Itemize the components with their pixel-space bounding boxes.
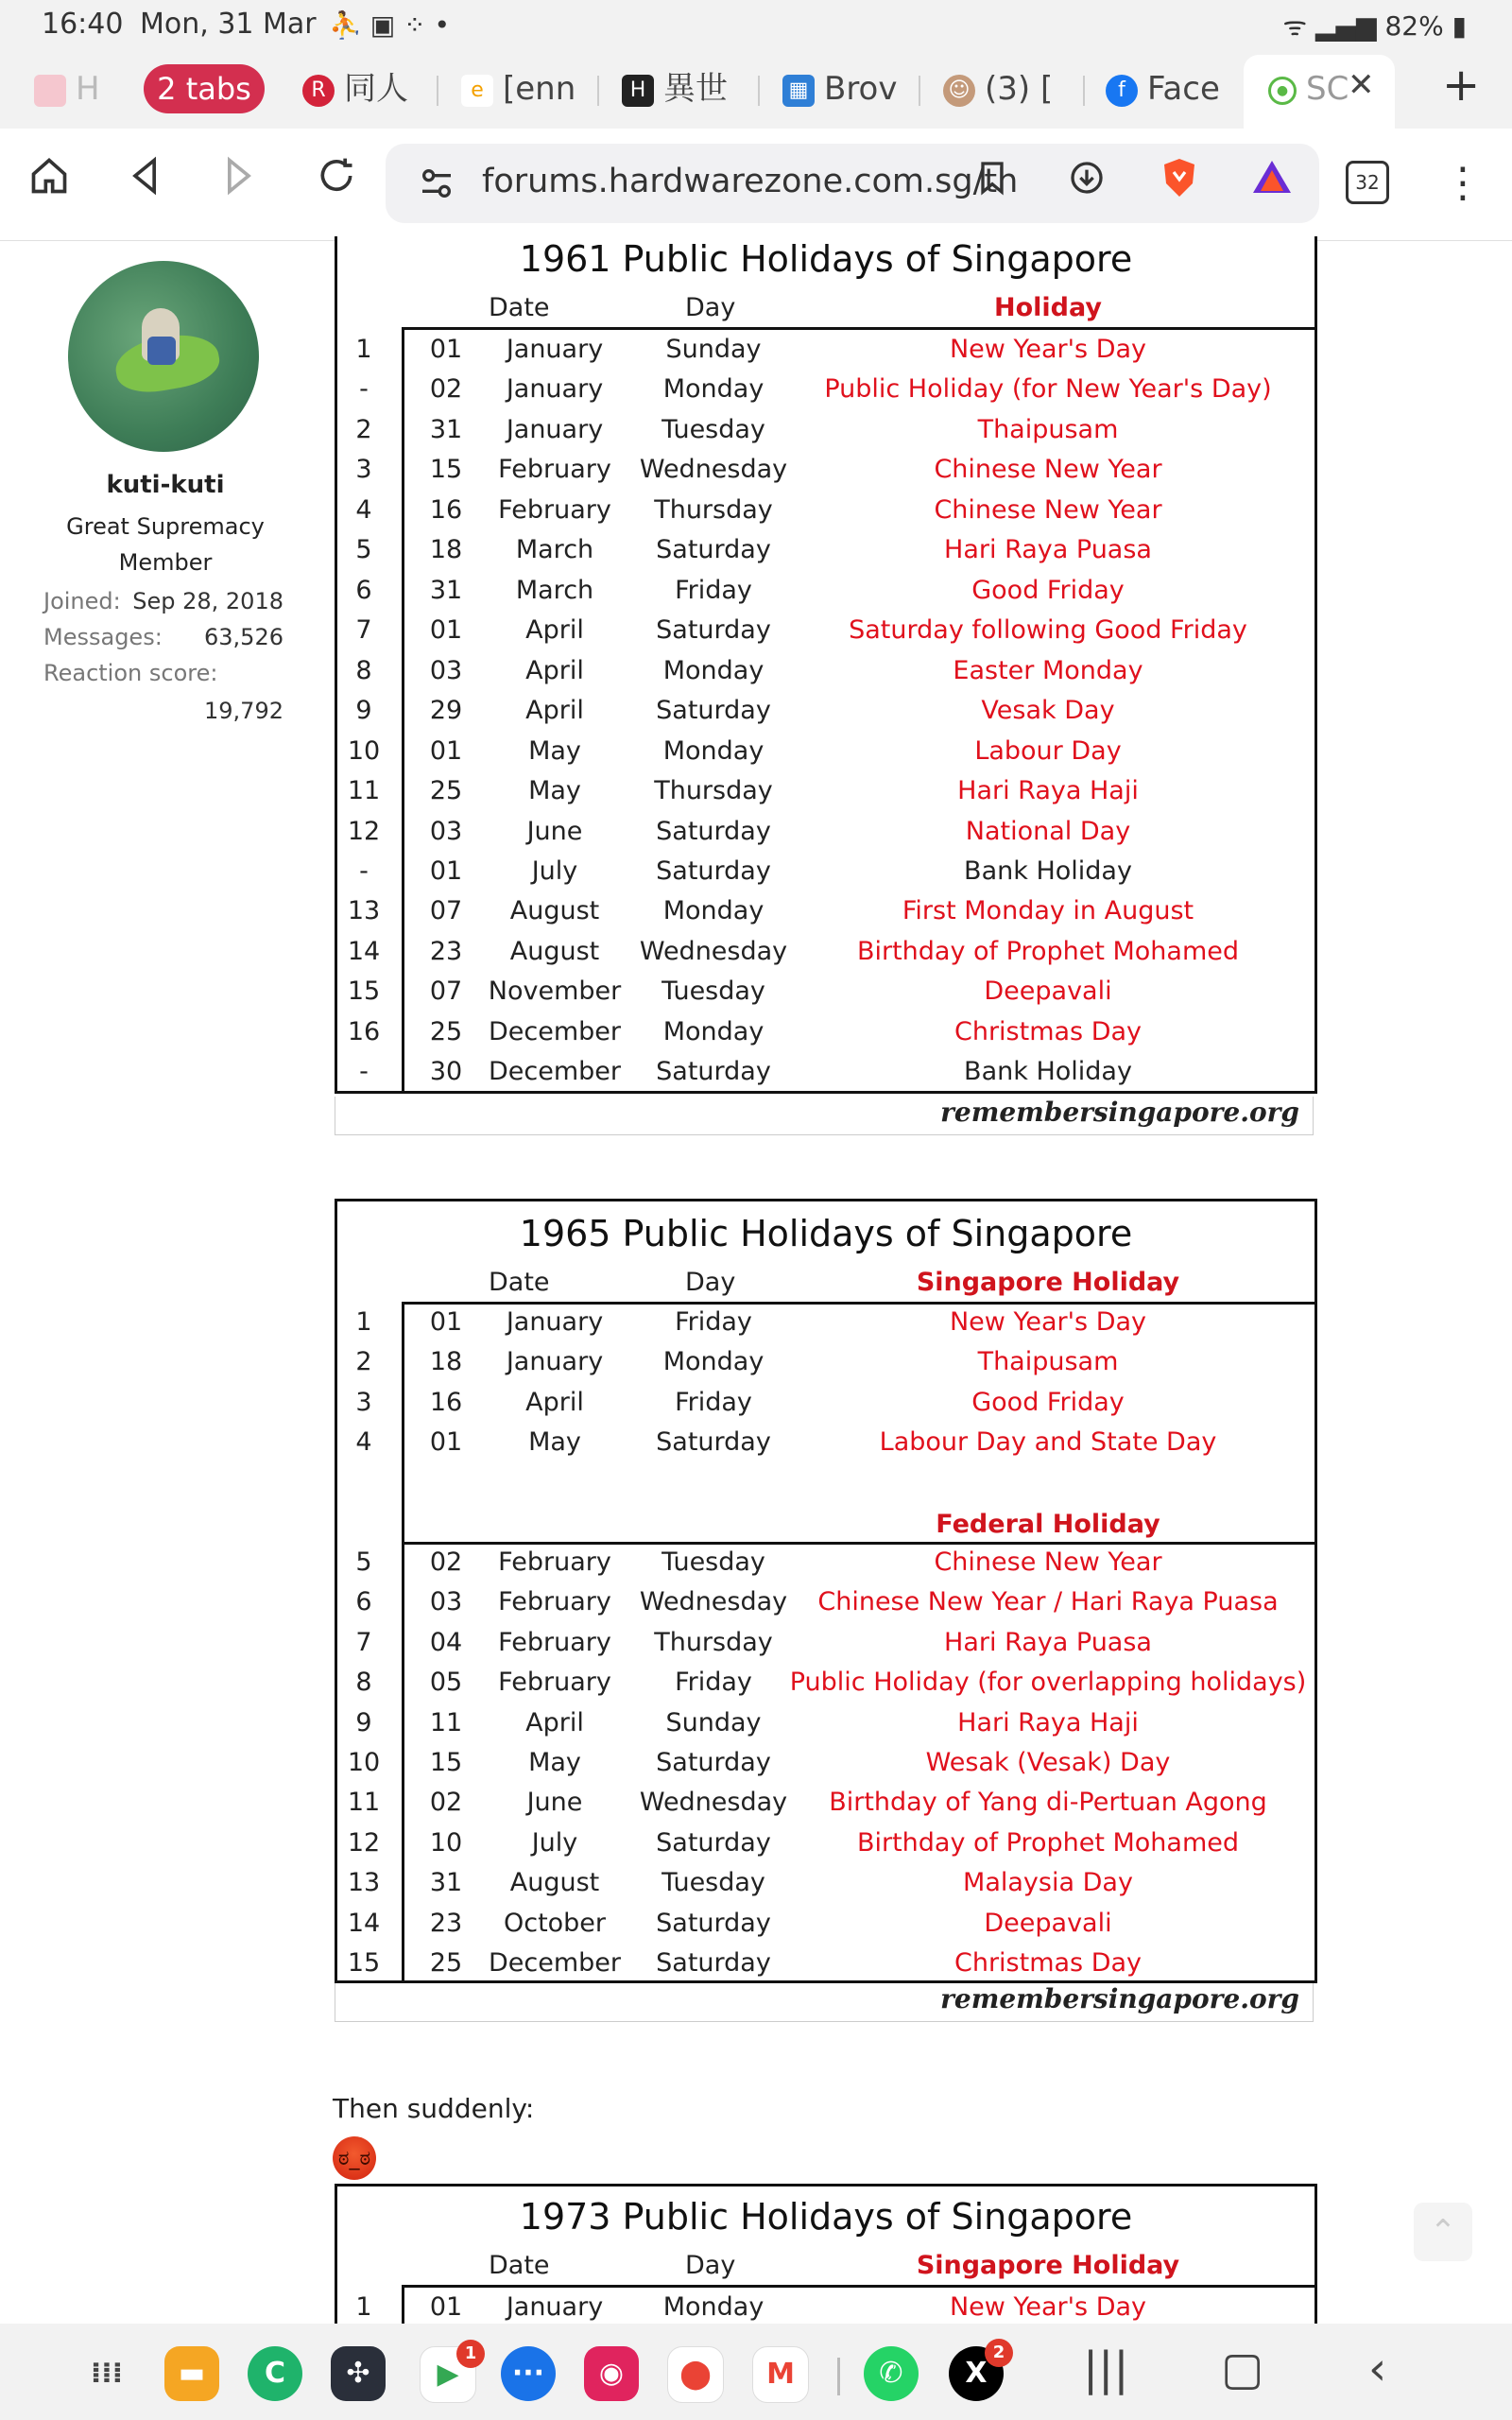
row-month: November	[488, 977, 622, 1007]
table-rule	[402, 327, 404, 1091]
site-settings-icon[interactable]	[418, 164, 455, 202]
tab-favicon-icon: ●	[1268, 77, 1297, 105]
row-date-day: 25	[429, 1016, 463, 1046]
row-month: February	[498, 494, 611, 525]
row-holiday: Chinese New Year	[934, 494, 1162, 525]
row-weekday: Tuesday	[662, 1868, 765, 1898]
whatsapp-icon[interactable]: ✆	[864, 2346, 919, 2401]
row-weekday: Saturday	[656, 816, 771, 846]
holiday-table-1961[interactable]	[335, 236, 1317, 1094]
col-day: Day	[685, 293, 736, 322]
row-number: 16	[347, 1016, 381, 1046]
col-federal-holiday: Federal Holiday	[936, 1510, 1160, 1539]
tab-group-pill[interactable]: 2 tabs	[144, 64, 265, 113]
row-holiday: Labour Day and State Day	[879, 1427, 1217, 1458]
row-month: July	[531, 856, 578, 886]
row-month: March	[515, 575, 594, 605]
tab-strip	[0, 49, 1512, 130]
row-month: August	[509, 1868, 600, 1898]
row-number: 7	[355, 615, 372, 646]
row-date-day: 03	[429, 816, 463, 846]
row-month: May	[528, 735, 581, 766]
row-month: August	[509, 936, 600, 966]
row-holiday: Malaysia Day	[963, 1868, 1133, 1898]
row-date-day: 01	[429, 1307, 463, 1337]
tab-item[interactable]: ▦ Brov	[782, 62, 896, 115]
tab-item-active[interactable]: ● SC	[1268, 62, 1353, 115]
row-month: December	[488, 1948, 621, 1978]
col-singapore-holiday: Singapore Holiday	[916, 1268, 1180, 1297]
my-files-icon[interactable]: ▬	[164, 2346, 219, 2401]
back-icon[interactable]	[117, 155, 174, 212]
tab-favicon-icon: H	[622, 75, 654, 107]
row-weekday: Tuesday	[662, 1547, 765, 1577]
row-number: 2	[355, 414, 372, 444]
row-date-day: 23	[429, 936, 463, 966]
row-weekday: Wednesday	[639, 1788, 788, 1818]
tab-item[interactable]: H 異世	[622, 62, 735, 115]
game-launcher-icon[interactable]: ✣	[331, 2346, 386, 2401]
tab-item[interactable]: e [enn	[461, 62, 575, 115]
row-date-day: 25	[429, 1948, 463, 1978]
row-holiday: National Day	[965, 816, 1131, 846]
battery-icon: ▮	[1452, 10, 1467, 42]
row-weekday: Monday	[662, 1016, 765, 1046]
row-month: February	[498, 1668, 611, 1698]
row-month: February	[498, 1547, 611, 1577]
tab-favicon-icon: R	[302, 75, 335, 107]
row-date-day: 03	[429, 655, 463, 685]
row-month: October	[503, 1908, 607, 1938]
row-weekday: Saturday	[656, 1427, 771, 1458]
row-month: January	[506, 414, 604, 444]
row-number: 1	[355, 335, 372, 364]
angry-face-icon: ಠ_ಠ	[333, 2136, 376, 2180]
row-date-day: 03	[429, 1587, 463, 1617]
tab-divider	[597, 76, 599, 106]
tab-item[interactable]: H	[34, 62, 100, 115]
row-holiday: Chinese New Year	[934, 1547, 1162, 1577]
row-number: 12	[347, 816, 381, 846]
tab-divider	[437, 76, 438, 106]
row-weekday: Tuesday	[662, 414, 765, 444]
row-holiday: Chinese New Year / Hari Raya Puasa	[817, 1587, 1279, 1617]
row-holiday: Deepavali	[984, 1908, 1112, 1938]
holiday-table-1965[interactable]	[335, 1199, 1317, 1983]
row-weekday: Tuesday	[662, 977, 765, 1007]
row-weekday: Friday	[675, 1668, 752, 1698]
bookmark-icon[interactable]	[964, 155, 1021, 212]
row-holiday: Thaipusam	[977, 414, 1119, 444]
status-time: 16:40	[42, 8, 124, 41]
row-weekday: Saturday	[656, 615, 771, 646]
row-holiday: Public Holiday (for New Year's Day)	[824, 374, 1272, 405]
row-weekday: Saturday	[656, 1827, 771, 1858]
row-weekday: Saturday	[656, 1748, 771, 1777]
tab-favicon-icon: ☺	[943, 75, 975, 107]
row-number: 2	[355, 1347, 372, 1377]
row-date-day: 11	[429, 1707, 463, 1737]
col-date: Date	[489, 1268, 550, 1297]
row-number: 7	[355, 1627, 372, 1657]
row-number: -	[359, 1057, 369, 1087]
status-right	[1282, 8, 1467, 43]
tab-item[interactable]: R 同人	[302, 62, 416, 115]
row-date-day: 23	[429, 1908, 463, 1938]
row-date-day: 02	[429, 374, 463, 405]
play-store-icon[interactable]: ▶ 1	[420, 2346, 476, 2403]
x-icon[interactable]: X 2	[949, 2346, 1004, 2401]
row-date-day: 05	[429, 1668, 463, 1698]
row-number: 9	[355, 1707, 372, 1737]
row-month: April	[525, 615, 584, 646]
forward-icon[interactable]	[210, 155, 266, 212]
row-number: 4	[355, 1427, 372, 1458]
tab-favicon-icon	[34, 75, 66, 107]
row-weekday: Saturday	[656, 535, 771, 565]
table-source: remembersingapore.org	[335, 1983, 1314, 2022]
row-month: May	[528, 1427, 581, 1458]
row-holiday: Hari Raya Haji	[957, 1707, 1139, 1737]
tab-item[interactable]: f Face	[1106, 62, 1225, 115]
row-number: 8	[355, 1668, 372, 1698]
status-bar	[0, 0, 1512, 49]
row-weekday: Saturday	[656, 1948, 771, 1978]
avatar[interactable]	[68, 261, 259, 452]
stat-value-joined: Sep 28, 2018	[132, 588, 284, 614]
row-date-day: 25	[429, 776, 463, 806]
tab-favicon-icon: ▦	[782, 75, 815, 107]
col-day: Day	[685, 1268, 736, 1297]
table-title: 1965 Public Holidays of Singapore	[519, 1213, 1133, 1254]
row-date-day: 07	[429, 977, 463, 1007]
row-number: 3	[355, 1387, 372, 1417]
row-number: 5	[355, 1547, 372, 1577]
notification-badge: 1	[456, 2340, 485, 2368]
status-date: Mon, 31 Mar	[140, 8, 317, 41]
row-month: June	[526, 1788, 583, 1818]
row-holiday: Public Holiday (for overlapping holidays)	[789, 1668, 1307, 1698]
row-month: April	[525, 655, 584, 685]
row-weekday: Friday	[675, 1387, 752, 1417]
row-month: January	[506, 1347, 604, 1377]
brave-shields-icon[interactable]	[1151, 155, 1208, 212]
row-month: June	[526, 816, 583, 846]
row-month: April	[525, 696, 584, 726]
row-month: January	[506, 2292, 604, 2322]
stat-value-reaction: 19,792	[204, 698, 284, 724]
notification-icons: ⛹ ▣ ⁘ •	[329, 9, 450, 41]
row-weekday: Saturday	[656, 856, 771, 886]
stat-value-messages[interactable]: 63,526	[204, 624, 284, 650]
row-date-day: 30	[429, 1057, 463, 1087]
row-number: 13	[347, 896, 381, 926]
row-month: March	[515, 535, 594, 565]
row-month: February	[498, 1587, 611, 1617]
row-weekday: Monday	[662, 374, 765, 405]
row-date-day: 01	[429, 2292, 463, 2322]
row-number: 15	[347, 1948, 381, 1978]
row-holiday: Thaipusam	[977, 1347, 1119, 1377]
table-title: 1973 Public Holidays of Singapore	[519, 2196, 1133, 2238]
tab-divider	[919, 76, 920, 106]
row-weekday: Wednesday	[639, 1587, 788, 1617]
row-number: -	[359, 374, 369, 405]
row-date-day: 16	[429, 1387, 463, 1417]
row-number: 14	[347, 1908, 381, 1938]
new-tab-icon[interactable]: +	[1442, 59, 1481, 112]
tab-switcher-button[interactable]: 32	[1346, 161, 1389, 204]
camera-icon[interactable]: ◉	[584, 2346, 639, 2401]
brave-rewards-icon[interactable]	[1244, 155, 1300, 212]
tab-item[interactable]: ☺ (3) [	[943, 62, 1062, 115]
user-title: Great Supremacy Member	[66, 513, 265, 576]
stat-label-joined: Joined:	[43, 588, 121, 614]
row-weekday: Friday	[675, 1307, 752, 1337]
table-rule	[402, 327, 1314, 330]
row-number: 9	[355, 696, 372, 726]
row-date-day: 07	[429, 896, 463, 926]
wifi-icon: ᯤ	[1282, 10, 1308, 42]
tab-divider	[1083, 76, 1085, 106]
browser-toolbar	[0, 129, 1512, 241]
row-holiday: First Monday in August	[902, 896, 1194, 926]
row-holiday: Hari Raya Haji	[957, 776, 1139, 806]
row-holiday: Hari Raya Puasa	[944, 1627, 1152, 1657]
row-number: 11	[347, 776, 381, 806]
row-date-day: 15	[429, 1748, 463, 1777]
row-weekday: Wednesday	[639, 936, 788, 966]
row-number: 10	[347, 1748, 381, 1777]
row-weekday: Monday	[662, 1347, 765, 1377]
row-month: December	[488, 1057, 621, 1087]
signal-icon: ▂▄▆	[1314, 10, 1377, 42]
home-nav-icon[interactable]: ▢	[1221, 2342, 1264, 2395]
row-weekday: Monday	[662, 896, 765, 926]
maps-icon[interactable]: ⬤	[667, 2346, 724, 2403]
row-weekday: Sunday	[665, 1707, 762, 1737]
row-number: -	[359, 856, 369, 886]
row-number: 15	[347, 977, 381, 1007]
android-nav-bar	[0, 2324, 1512, 2420]
row-date-day: 01	[429, 735, 463, 766]
row-holiday: Birthday of Prophet Mohamed	[856, 1827, 1240, 1858]
row-number: 4	[355, 494, 372, 525]
row-holiday: New Year's Day	[949, 2292, 1147, 2322]
row-weekday: Monday	[662, 655, 765, 685]
row-holiday: Saturday following Good Friday	[849, 615, 1247, 646]
row-month: January	[506, 335, 604, 364]
row-weekday: Friday	[675, 575, 752, 605]
row-month: July	[531, 1827, 578, 1858]
scroll-to-top-button[interactable]: ⌃	[1414, 2203, 1472, 2261]
table-rule	[402, 1302, 404, 1980]
address-bar[interactable]	[386, 144, 1319, 223]
row-date-day: 01	[429, 335, 463, 364]
row-month: February	[498, 1627, 611, 1657]
row-number: 14	[347, 936, 381, 966]
row-date-day: 31	[429, 575, 463, 605]
row-date-day: 18	[429, 1347, 463, 1377]
table-title: 1961 Public Holidays of Singapore	[519, 238, 1133, 280]
table-rule	[402, 1302, 1314, 1305]
row-weekday: Monday	[662, 735, 765, 766]
row-date-day: 02	[429, 1547, 463, 1577]
stat-label-reaction: Reaction score:	[43, 660, 218, 686]
row-holiday: Easter Monday	[953, 655, 1143, 685]
row-holiday: Wesak (Vesak) Day	[925, 1748, 1171, 1777]
row-number: 6	[355, 1587, 372, 1617]
row-number: 13	[347, 1868, 381, 1898]
row-weekday: Monday	[662, 2292, 765, 2322]
row-date-day: 31	[429, 1868, 463, 1898]
row-date-day: 15	[429, 455, 463, 485]
avatar-figure-body	[147, 337, 176, 365]
tab-divider	[758, 76, 760, 106]
row-month: February	[498, 455, 611, 485]
row-date-day: 31	[429, 414, 463, 444]
row-holiday: Christmas Day	[954, 1948, 1143, 1978]
row-number: 10	[347, 735, 381, 766]
home-icon[interactable]	[21, 155, 77, 212]
row-date-day: 04	[429, 1627, 463, 1657]
row-date-day: 10	[429, 1827, 463, 1858]
row-weekday: Saturday	[656, 1057, 771, 1087]
table-rule	[402, 2285, 1314, 2288]
row-weekday: Wednesday	[639, 455, 788, 485]
row-holiday: Christmas Day	[954, 1016, 1143, 1046]
row-holiday: Labour Day	[974, 735, 1122, 766]
row-date-day: 01	[429, 1427, 463, 1458]
post-text: Then suddenly:	[333, 2093, 535, 2124]
recent-apps-icon[interactable]: |||	[1083, 2342, 1129, 2395]
row-weekday: Saturday	[656, 1908, 771, 1938]
row-holiday: Bank Holiday	[964, 856, 1132, 886]
row-holiday: Deepavali	[984, 977, 1112, 1007]
messages-icon[interactable]: ···	[501, 2346, 556, 2401]
col-day: Day	[685, 2251, 736, 2280]
row-month: January	[506, 1307, 604, 1337]
row-holiday: Hari Raya Puasa	[944, 535, 1152, 565]
row-month: January	[506, 374, 604, 405]
row-number: 12	[347, 1827, 381, 1858]
row-date-day: 29	[429, 696, 463, 726]
row-holiday: Vesak Day	[981, 696, 1115, 726]
row-month: May	[528, 1748, 581, 1777]
tab-favicon-icon: e	[461, 75, 493, 107]
stat-label-messages: Messages:	[43, 624, 163, 650]
row-number: 6	[355, 575, 372, 605]
row-number: 8	[355, 655, 372, 685]
holiday-table-1973[interactable]	[335, 2184, 1317, 2326]
row-weekday: Sunday	[665, 335, 762, 364]
coocaa-icon[interactable]: C	[248, 2346, 302, 2401]
reload-icon[interactable]	[308, 155, 365, 212]
row-weekday: Thursday	[654, 494, 773, 525]
row-number: 11	[347, 1788, 381, 1818]
row-month: May	[528, 776, 581, 806]
row-month: April	[525, 1387, 584, 1417]
menu-icon[interactable]: ⋮	[1442, 159, 1484, 207]
col-date: Date	[489, 2251, 550, 2280]
username[interactable]: kuti-kuti	[106, 471, 225, 499]
battery-level: 82%	[1384, 10, 1444, 42]
row-number: 1	[355, 2292, 372, 2322]
row-holiday: Birthday of Prophet Mohamed	[856, 936, 1240, 966]
row-holiday: Good Friday	[971, 575, 1125, 605]
back-nav-icon[interactable]: ‹	[1368, 2342, 1387, 2395]
row-weekday: Thursday	[654, 776, 773, 806]
close-tab-icon[interactable]: ✕	[1348, 66, 1375, 104]
col-singapore-holiday: Singapore Holiday	[916, 2251, 1180, 2280]
row-number: 3	[355, 455, 372, 485]
row-date-day: 01	[429, 615, 463, 646]
col-holiday: Holiday	[994, 293, 1102, 322]
row-holiday: Good Friday	[971, 1387, 1125, 1417]
url-text[interactable]: forums.hardwarezone.com.sg/th	[482, 163, 1019, 200]
row-month: April	[525, 1707, 584, 1737]
row-date-day: 02	[429, 1788, 463, 1818]
gmail-icon[interactable]: M	[752, 2346, 809, 2403]
row-holiday: New Year's Day	[949, 1307, 1147, 1337]
table-source: remembersingapore.org	[335, 1097, 1314, 1135]
row-weekday: Thursday	[654, 1627, 773, 1657]
apps-grid-icon[interactable]: ⁞⁞⁞	[90, 2357, 124, 2390]
row-weekday: Saturday	[656, 696, 771, 726]
row-month: December	[488, 1016, 621, 1046]
facebook-icon: f	[1106, 75, 1138, 107]
row-date-day: 01	[429, 856, 463, 886]
notification-badge: 2	[985, 2339, 1013, 2367]
row-number: 5	[355, 535, 372, 565]
row-holiday: Bank Holiday	[964, 1057, 1132, 1087]
row-date-day: 18	[429, 535, 463, 565]
row-month: August	[509, 896, 600, 926]
row-holiday: Chinese New Year	[934, 455, 1162, 485]
row-date-day: 16	[429, 494, 463, 525]
taskbar-divider	[837, 2358, 840, 2395]
row-holiday: New Year's Day	[949, 335, 1147, 364]
download-icon[interactable]	[1058, 155, 1115, 212]
row-holiday: Birthday of Yang di-Pertuan Agong	[829, 1788, 1267, 1818]
col-date: Date	[489, 293, 550, 322]
row-number: 1	[355, 1307, 372, 1337]
table-rule	[402, 1542, 1314, 1545]
